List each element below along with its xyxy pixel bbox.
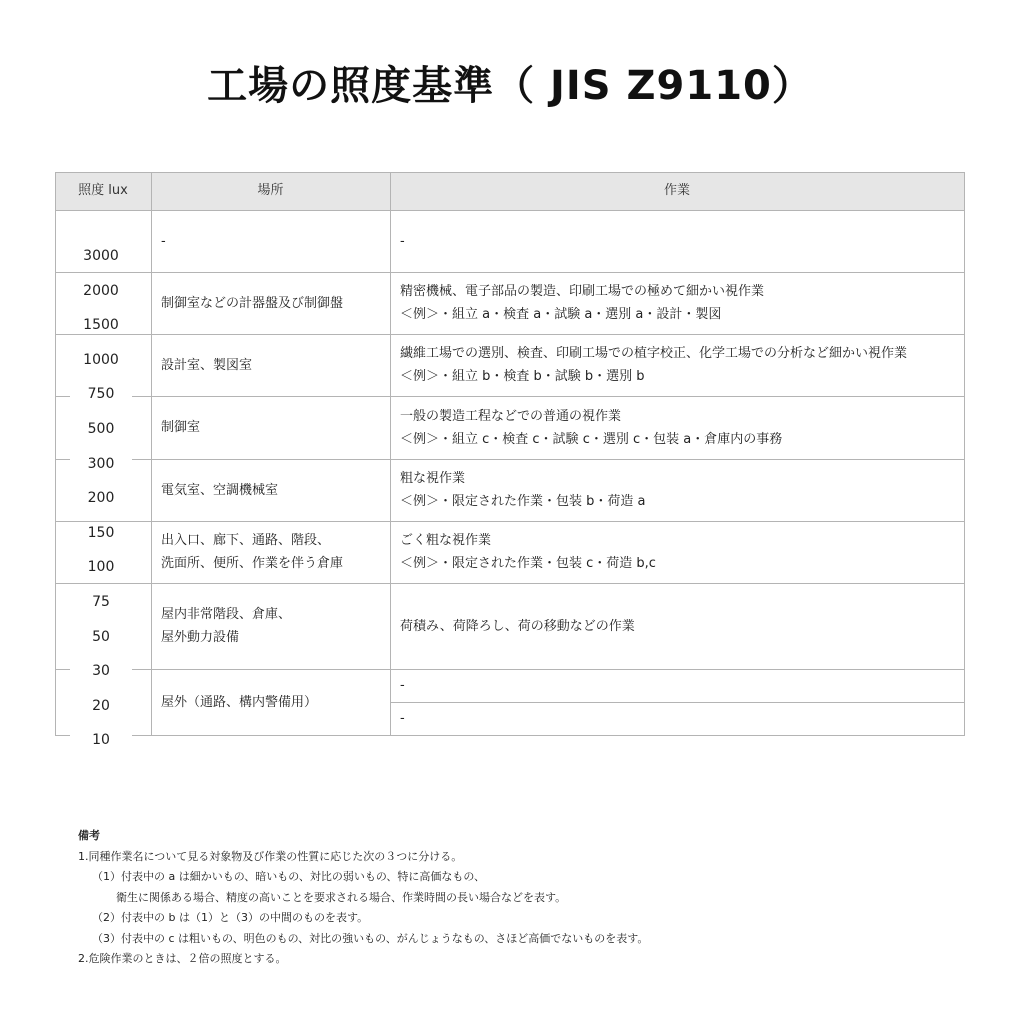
note-item-1-b: （2）付表中の b は（1）と（3）の中間のものを表す。 — [92, 911, 369, 924]
place-cell-text: 制御室 — [161, 420, 201, 435]
lux-value: 150 — [70, 524, 132, 542]
work-cell — [400, 459, 960, 521]
work-cell-text: ＜例＞・限定された作業・包装 c・荷造 b,c — [400, 556, 656, 571]
place-cell-text: 洗面所、便所、作業を伴う倉庫 — [161, 556, 344, 571]
lux-value: 2000 — [70, 282, 132, 300]
lux-value: 50 — [70, 628, 132, 646]
work-cell-text: ＜例＞・限定された作業・包装 b・荷造 a — [400, 494, 646, 509]
lux-value: 3000 — [70, 247, 132, 265]
work-cell-text: - — [400, 711, 405, 726]
work-cell — [400, 702, 960, 735]
note-item-1-a-line1: （1）付表中の a は細かいもの、暗いもの、対比の弱いもの、特に高価なもの、 — [92, 870, 485, 883]
work-cell-text: - — [400, 233, 405, 249]
work-cell-text: - — [400, 678, 405, 693]
row-divider — [55, 735, 964, 736]
place-cell — [161, 396, 386, 459]
work-cell-text: ごく粗な視作業 — [400, 533, 492, 548]
place-cell — [161, 459, 386, 521]
work-cell-text: 一般の製造工程などでの普通の視作業 — [400, 408, 622, 424]
place-cell — [161, 669, 386, 735]
lux-value: 300 — [70, 455, 132, 473]
lux-value: 20 — [70, 697, 132, 715]
work-cell — [400, 210, 960, 272]
lux-value: 1000 — [70, 351, 132, 369]
table-right-border — [964, 172, 965, 736]
work-cell-text: 荷積み、荷降ろし、荷の移動などの作業 — [400, 618, 635, 634]
place-cell — [161, 521, 386, 583]
lux-value: 100 — [70, 558, 132, 576]
notes-heading: 備考 — [78, 829, 100, 842]
place-cell-text: 電気室、空調機械室 — [161, 482, 279, 498]
work-cell-text: ＜例＞・組立 b・検査 b・試験 b・選別 b — [400, 369, 645, 384]
place-cell — [161, 272, 386, 334]
lux-value: 200 — [70, 489, 132, 507]
note-item-1-c: （3）付表中の c は粗いもの、明色のもの、対比の強いもの、がんじょうなもの、さほど高価でないものを表す。 — [92, 931, 649, 945]
place-cell-text: 設計室、製図室 — [161, 357, 253, 373]
place-cell-text: - — [161, 233, 166, 249]
lux-value: 10 — [70, 731, 132, 749]
place-cell-text: 制御室などの計器盤及び制御盤 — [161, 295, 344, 311]
header-lux: 照度 lux — [78, 183, 128, 198]
note-item-2: 2.危険作業のときは、２倍の照度とする。 — [78, 952, 287, 965]
work-cell — [400, 272, 960, 334]
work-cell — [400, 583, 960, 669]
place-cell-text: 出入口、廊下、通路、階段、 — [161, 533, 331, 548]
work-cell-text: ＜例＞・組立 a・検査 a・試験 a・選別 a・設計・製図 — [400, 307, 722, 322]
place-cell-text: 屋外動力設備 — [161, 630, 240, 645]
header-work: 作業 — [663, 183, 690, 198]
lux-value: 1500 — [70, 316, 132, 334]
work-cell — [400, 334, 960, 396]
work-cell — [400, 396, 960, 459]
place-cell — [161, 210, 386, 272]
lux-value: 750 — [70, 385, 132, 403]
column-divider — [151, 172, 152, 735]
work-cell-text: ＜例＞・組立 c・検査 c・試験 c・選別 c・包装 a・倉庫内の事務 — [400, 431, 783, 447]
table-left-border — [55, 172, 56, 735]
page-title: 工場の照度基準（ JIS Z9110） — [207, 63, 813, 109]
work-cell-text: 精密機械、電子部品の製造、印刷工場での極めて細かい視作業 — [400, 284, 765, 299]
place-cell — [161, 334, 386, 396]
header-place: 場所 — [257, 183, 284, 198]
note-item-1: 1.同種作業名について見る対象物及び作業の性質に応じた次の３つに分ける。 — [78, 849, 463, 863]
place-cell-text: 屋内非常階段、倉庫、 — [161, 607, 292, 622]
lux-value: 75 — [70, 593, 132, 611]
table-top-border — [55, 172, 964, 173]
lux-value: 30 — [70, 662, 132, 680]
place-cell — [161, 583, 386, 669]
place-cell-text: 屋外（通路、構内警備用） — [161, 694, 318, 710]
work-cell-text: 粗な視作業 — [400, 471, 466, 486]
notes-section — [78, 826, 648, 970]
work-cell — [400, 521, 960, 583]
note-item-1-a-line2: 衛生に関係ある場合、精度の高いことを要求される場合、作業時間の長い場合などを表す。 — [116, 890, 567, 904]
lux-value: 500 — [70, 420, 132, 438]
work-cell — [400, 669, 960, 702]
column-divider — [390, 172, 391, 735]
work-cell-text: 繊維工場での選別、検査、印刷工場での植字校正、化学工場での分析など細かい視作業 — [400, 346, 908, 361]
